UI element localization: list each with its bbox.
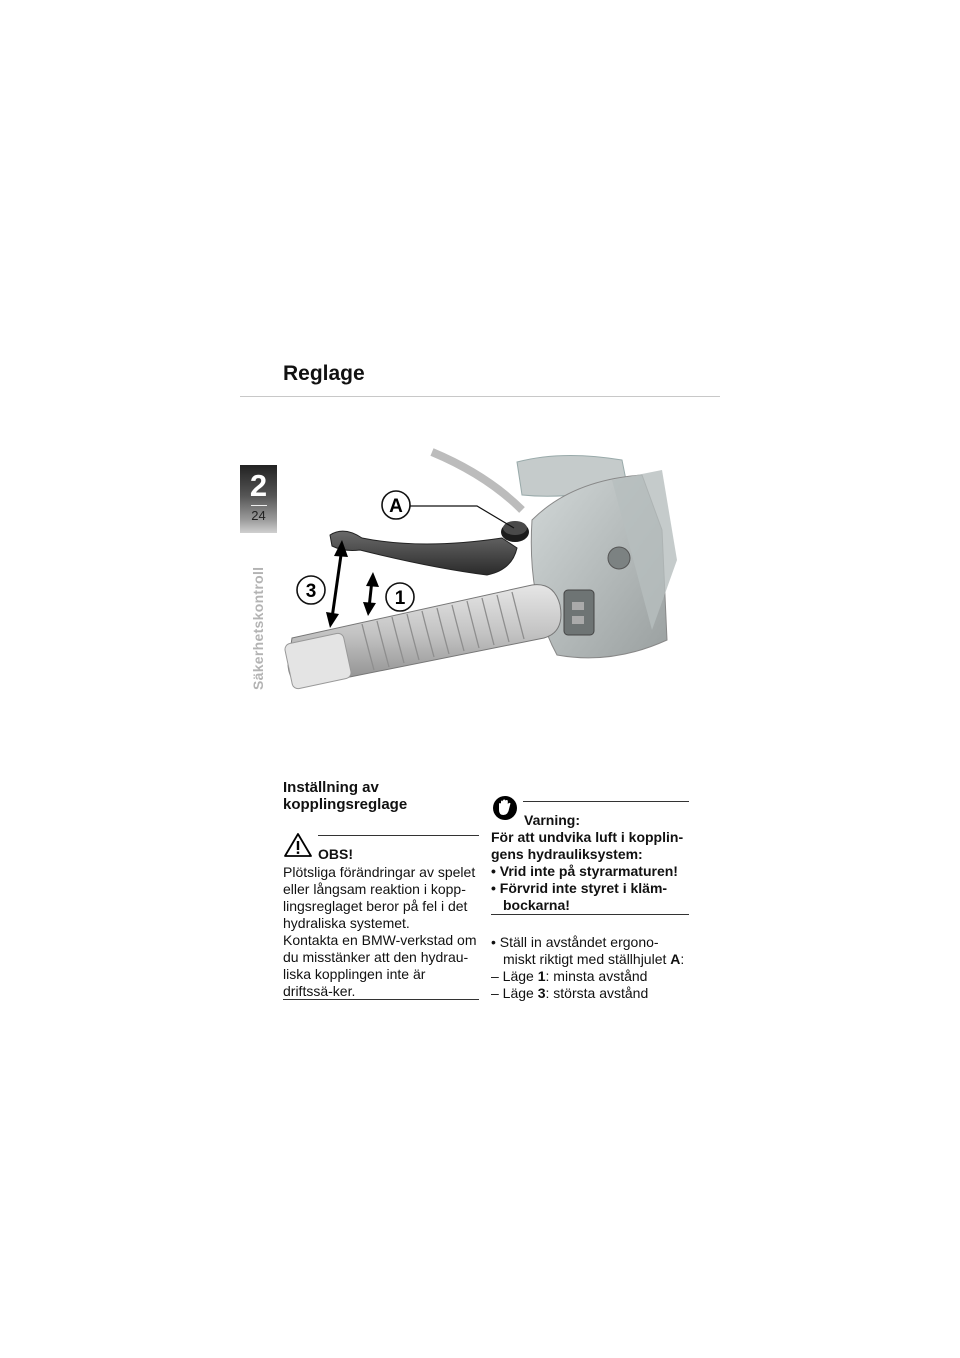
position-1-text: : minsta avstånd	[545, 968, 648, 984]
position-3-number: 3	[537, 985, 546, 1001]
warning-label: Varning:	[524, 812, 581, 828]
note-top-rule	[318, 835, 479, 836]
position-3-prefix: – Läge	[491, 985, 538, 1001]
warning-item-2: • Förvrid inte styret i kläm-bockarna!	[491, 880, 668, 913]
instruction-block	[491, 934, 689, 1002]
warning-intro: För att undvika luft i kopplin-gens hydrauliksystem:	[491, 829, 684, 862]
position-1	[491, 968, 689, 985]
side-section-label: Säkerhetskontroll	[250, 566, 266, 690]
note-paragraph-2: Kontakta en BMW-verkstad om du misstänker att den hydrau-liska kopplingen inte är driftssä-ker.	[283, 932, 477, 999]
chapter-tab-divider	[251, 505, 267, 506]
warning-bottom-rule	[491, 914, 689, 915]
note-label: OBS!	[318, 846, 353, 862]
instruction-wheel-label: A	[670, 951, 681, 967]
instruction-colon: :	[680, 951, 685, 967]
caution-triangle-icon	[283, 832, 313, 858]
warning-item-1: • Vrid inte på styrarmaturen!	[491, 863, 678, 879]
section-heading: Inställning av kopplingsreglage	[283, 779, 408, 813]
position-1-number: 1	[537, 968, 546, 984]
position-3-text: : största avstånd	[545, 985, 649, 1001]
title-divider	[240, 396, 720, 397]
instruction-text	[491, 934, 689, 968]
figure-label-1: 1	[394, 588, 406, 609]
page-title: Reglage	[283, 362, 365, 385]
note-bottom-rule	[283, 999, 479, 1000]
clutch-lever-illustration	[282, 440, 702, 705]
chapter-number: 2	[249, 468, 268, 503]
warning-hand-icon	[492, 795, 518, 821]
note-text	[283, 864, 479, 1000]
position-3	[491, 985, 689, 1002]
position-1-prefix: – Läge	[491, 968, 538, 984]
warning-top-rule	[523, 801, 689, 802]
warning-text	[491, 829, 689, 914]
note-paragraph-1: Plötsliga förändringar av spelet eller långsam reaktion i kopp-lingsreglaget beror på fel i det hydraliska systemet.	[283, 864, 476, 931]
instruction-main: • Ställ in avståndet ergono-miskt riktigt med ställhjulet	[491, 934, 667, 967]
figure-label-3: 3	[305, 581, 317, 602]
page-number: 24	[251, 508, 266, 523]
figure-label-a: A	[389, 496, 403, 517]
